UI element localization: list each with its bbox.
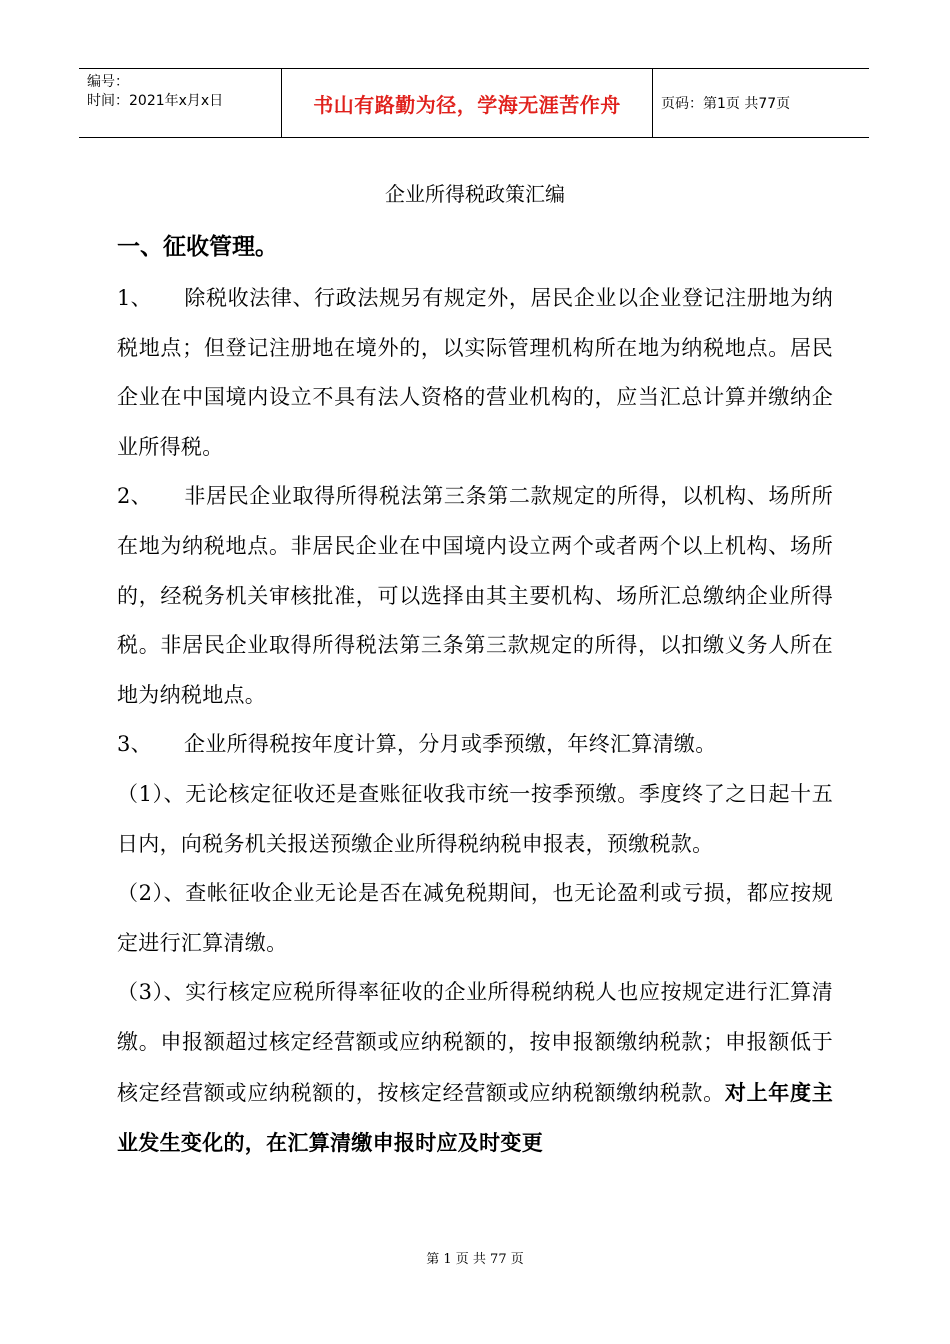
sub-paragraph-text: （2）、查帐征收企业无论是否在减免税期间，也无论盈利或亏损，都应按规定进行汇算清缴。 xyxy=(117,881,833,955)
paragraph-number: 3、 xyxy=(117,732,152,757)
page-footer: 第 1 页 共 77 页 xyxy=(426,1252,524,1267)
paragraph-number: 2、 xyxy=(117,484,152,509)
sub-paragraph-text: （3）、实行核定应税所得率征收的企业所得税纳税人也应按规定进行汇算清缴。申报额超过核定经营额或应纳税额的，按申报额缴纳税款；申报额低于核定经营额或应纳税额的，按核定经营额或应纳税额缴纳税款。 xyxy=(117,980,833,1105)
document-title: 企业所得税政策汇编 xyxy=(385,182,565,206)
sub-paragraph xyxy=(117,968,833,1168)
sub-paragraph-bold-text: 对上年度主业发生变化的，在汇算清缴申报时应及时变更 xyxy=(117,1079,833,1156)
paragraph-text: 非居民企业取得所得税法第三条第二款规定的所得，以机构、场所所在地为纳税地点。非居民企业在中国境内设立两个或者两个以上机构、场所的，经税务机关审核批准，可以选择由其主要机构、场所汇总缴纳企业所得税。非居民企业取得所得税法第三条第三款规定的所得，以扣缴义务人所在地为纳税地点。 xyxy=(117,484,833,707)
paragraph-text: 除税收法律、行政法规另有规定外，居民企业以企业登记注册地为纳税地点；但登记注册地在境外的，以实际管理机构所在地为纳税地点。居民企业在中国境内设立不具有法人资格的营业机构的，应当汇总计算并缴纳企业所得税。 xyxy=(117,286,833,459)
header-number-label: 编号： xyxy=(87,74,129,90)
sub-paragraph xyxy=(117,770,833,869)
paragraph-text: 企业所得税按年度计算，分月或季预缴，年终汇算清缴。 xyxy=(184,732,717,757)
sub-paragraph-text: （1）、无论核定征收还是查账征收我市统一按季预缴。季度终了之日起十五日内，向税务机关报送预缴企业所得税纳税申报表，预缴税款。 xyxy=(117,781,833,856)
numbered-paragraph xyxy=(117,472,833,720)
numbered-paragraph xyxy=(117,274,833,472)
header-page-info: 页码：第1页 共77页 xyxy=(661,96,791,112)
paragraph-number: 1、 xyxy=(117,286,152,310)
section-heading: 一、征收管理。 xyxy=(117,234,278,260)
header-meta-cell xyxy=(79,69,282,137)
numbered-paragraph xyxy=(117,720,833,770)
document-header xyxy=(79,68,869,138)
sub-paragraph xyxy=(117,869,833,968)
document-body xyxy=(117,274,833,1169)
header-motto: 书山有路勤为径，学海无涯苦作舟 xyxy=(282,69,653,137)
header-time-label: 时间：2021年x月x日 xyxy=(87,93,224,109)
